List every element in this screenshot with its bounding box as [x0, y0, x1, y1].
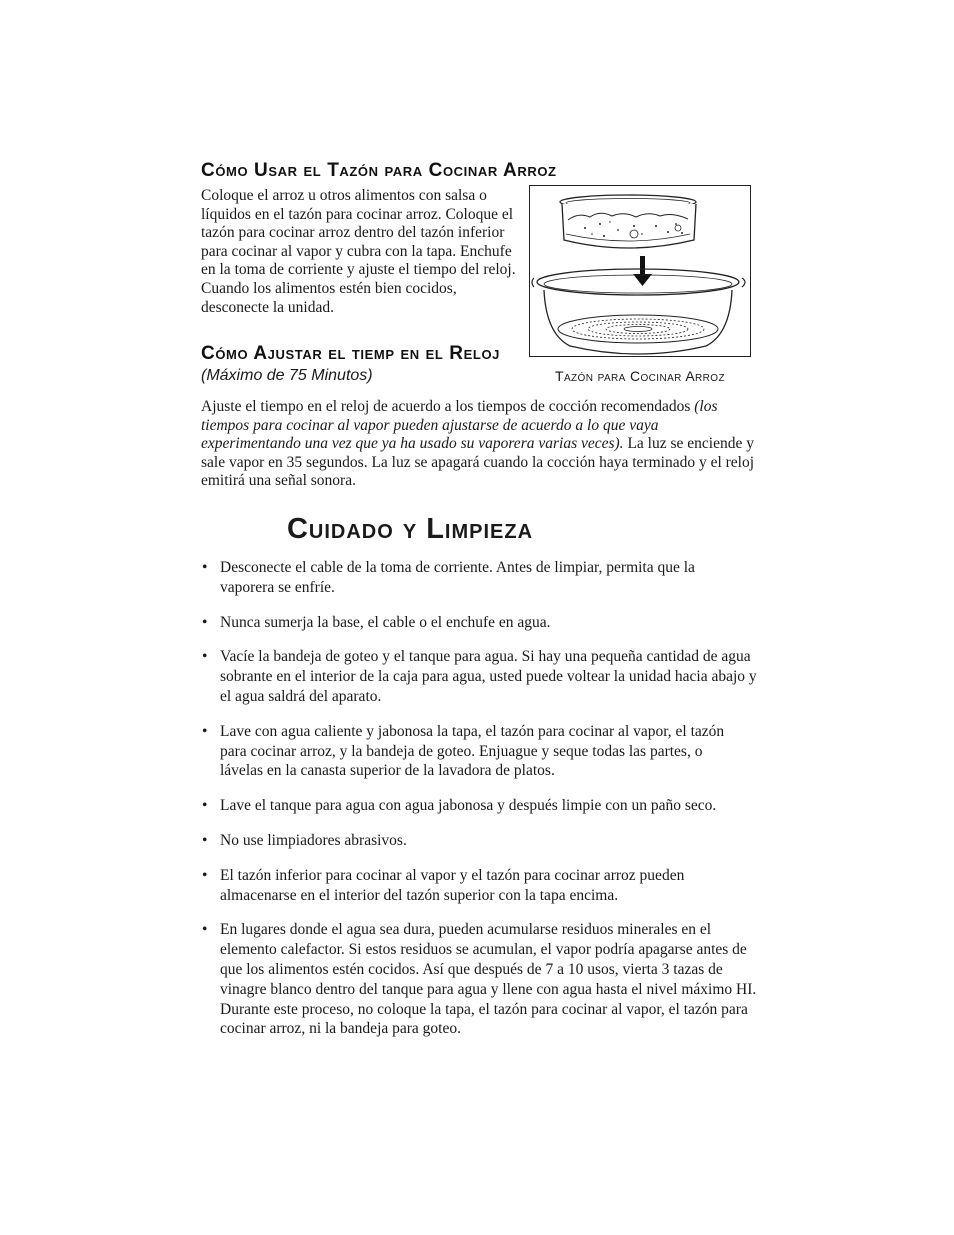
steamer-drawing	[530, 186, 749, 355]
figure-caption: Tazón para Cocinar Arroz	[555, 368, 725, 384]
care-item-text: Nunca sumerja la base, el cable o el enchufe en agua.	[220, 613, 551, 631]
rice-bowl-heading: Cómo Usar el Tazón para Cocinar Arroz	[201, 160, 557, 181]
list-item	[200, 613, 760, 633]
bullet: •	[202, 722, 208, 740]
rice-bowl-instructions: Coloque el arroz u otros alimentos con salsa o líquidos en el tazón para cocinar arroz. Coloque el tazón para cocinar arroz dentro del tazón inferior para cocinar al vapor y cubra con la tapa. Enchufe en la toma de corriente y ajuste el tiempo del reloj. Cuando los alimentos estén bien cocidos, desconecte la unidad.	[201, 187, 516, 316]
clock-max-note: (Máximo de 75 Minutos)	[201, 367, 373, 384]
rice-bowl-illustration	[529, 185, 751, 357]
bullet: •	[202, 559, 208, 576]
bullet: •	[202, 797, 208, 815]
clock-body-end: La luz se enciende y sale vapor en 35 segundos. La luz se apagará cuando la cocción haya terminado y el reloj emitirá una señal sonora.	[201, 435, 755, 490]
care-item-text: Desconecte el cable de la toma de corriente. Antes de limpiar, permita que la vaporera se enfríe.	[220, 559, 695, 596]
care-list	[200, 558, 760, 1039]
list-item	[200, 647, 760, 706]
care-item-text: Lave el tanque para agua con agua jabonosa y después limpie con un paño seco.	[220, 797, 717, 815]
care-item-text: No use limpiadores abrasivos.	[220, 831, 407, 849]
care-item-text: Lave con agua caliente y jabonosa la tapa, el tazón para cocinar al vapor, el tazón para cocinar arroz, y la bandeja de goteo. Enjuague y seque todas las partes, o lávelas en la canasta superior de la lavadora de platos.	[220, 722, 725, 780]
bullet: •	[202, 831, 208, 849]
bullet: •	[202, 866, 208, 884]
list-item	[200, 722, 760, 781]
bullet: •	[202, 613, 208, 631]
care-cleaning-heading: Cuidado y Limpieza	[286, 513, 534, 545]
list-item	[200, 920, 760, 1039]
clock-body-italic: (los tiempos para cocinar al vapor pueden ajustarse de acuerdo a lo que vaya experimentando una vez que ya ha usado su vaporera varias veces).	[201, 398, 718, 453]
care-item-text: Vacíe la bandeja de goteo y el tanque para agua. Si hay una pequeña cantidad de agua sobrante en el interior de la caja para agua, usted puede voltear la unidad hacia abajo y el agua saldrá del aparato.	[220, 648, 757, 705]
clock-body-start: Ajuste el tiempo en el reloj de acuerdo a los tiempos de cocción recomendados	[201, 398, 695, 415]
clock-instructions	[201, 398, 761, 491]
bullet: •	[202, 921, 208, 939]
list-item	[200, 558, 760, 598]
care-item-text: El tazón inferior para cocinar al vapor y el tazón para cocinar arroz pueden almacenarse en el interior del tazón superior con la tapa encima.	[220, 866, 685, 904]
bullet: •	[202, 648, 208, 666]
list-item	[200, 866, 760, 906]
clock-heading: Cómo Ajustar el tiemp en el Reloj	[201, 343, 500, 364]
list-item	[200, 796, 760, 816]
list-item	[200, 831, 760, 851]
care-item-text: En lugares donde el agua sea dura, pueden acumularse residuos minerales en el elemento calefactor. Si estos residuos se acumulan, el vapor podría apagarse antes de que los alimentos estén cocidos. Así que después de 7 a 10 usos, vierta 3 tazas de vinagre blanco dentro del tanque para agua y llene con agua hasta el nivel máximo HI. Durante este proceso, no coloque la tapa, el tazón para cocinar al vapor, el tazón para cocinar arroz, ni la bandeja para goteo.	[220, 921, 757, 1038]
